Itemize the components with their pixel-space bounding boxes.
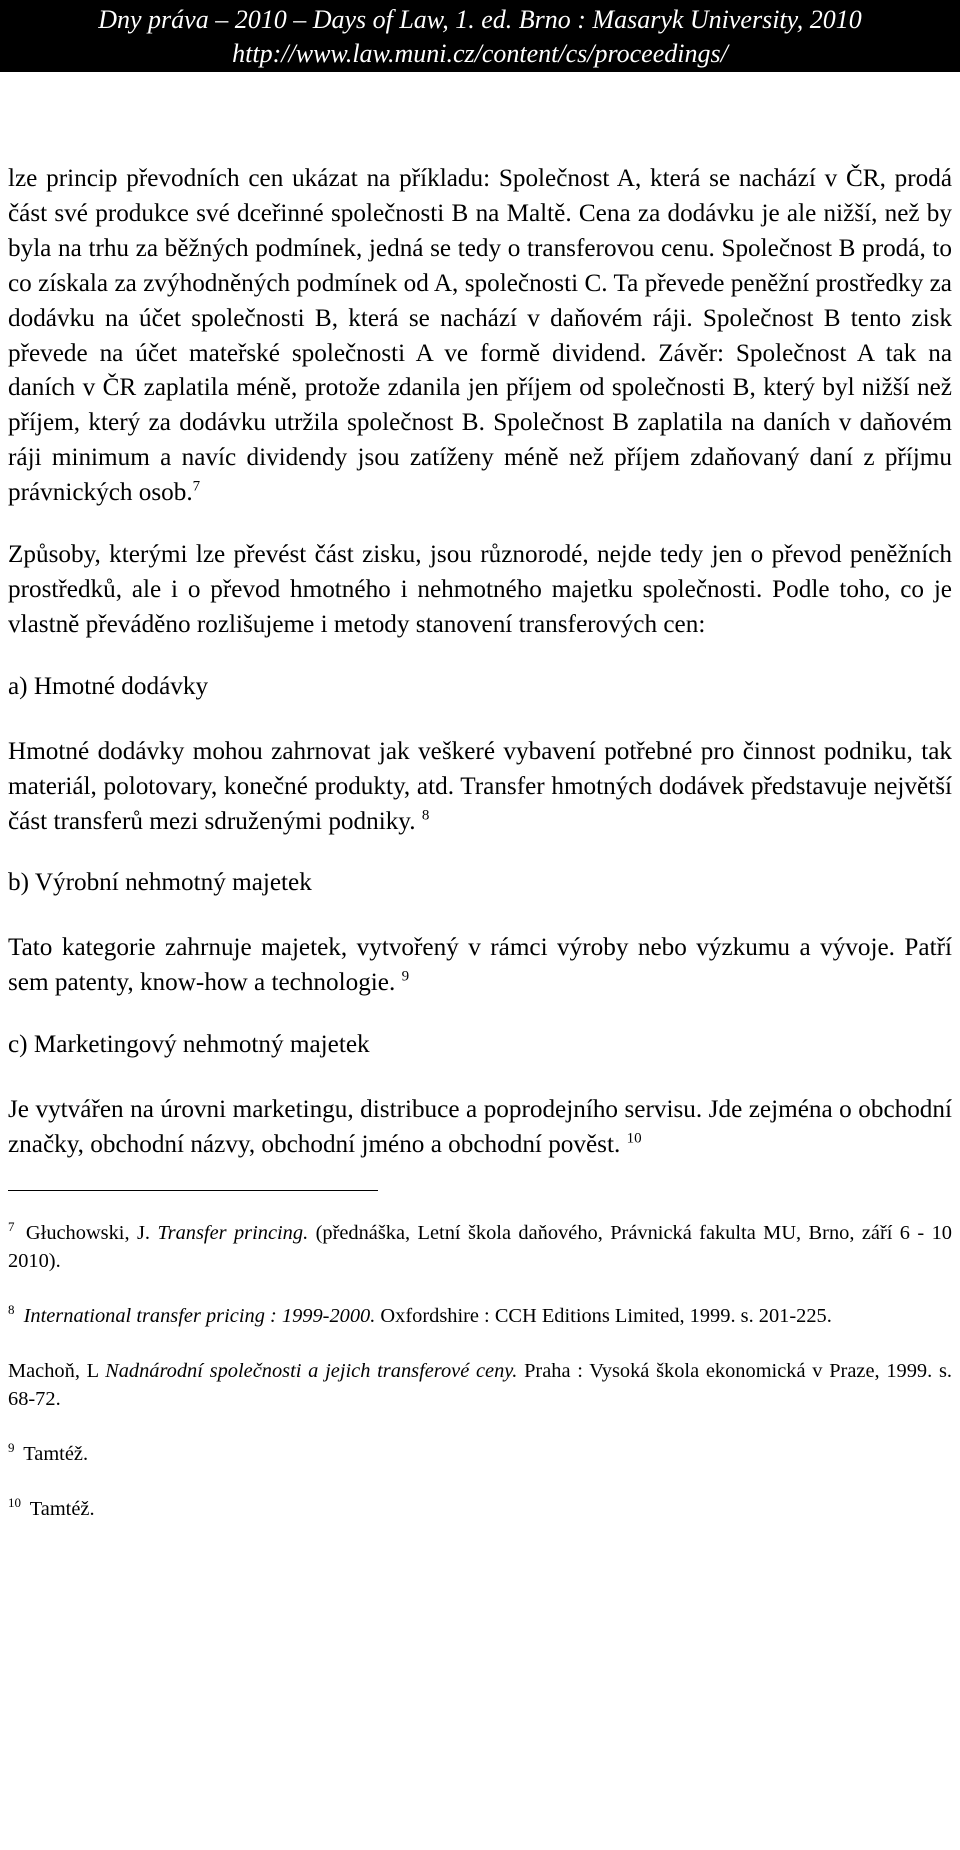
footnote-8: $^8$ International transfer pricing : 1999-2000. Oxfordshire : CCH Editions Limited, 1999. s. 201-225.	[8, 1302, 832, 1327]
footnote-number: 7	[8, 1219, 15, 1235]
footnote-number: 8	[8, 1302, 15, 1318]
footnote-ref-7[interactable]: 7	[192, 478, 201, 495]
paragraph-production-intangibles: Tato kategorie zahrnuje majetek, vytvořený v rámci výroby nebo výzkumu a vývoje. Patří sem patenty, know-how a technologie. $^9$	[8, 934, 952, 997]
footnote-ref-10[interactable]: 10	[626, 1130, 642, 1147]
header-url: http://www.law.muni.cz/content/cs/proceedings/	[232, 39, 728, 68]
footnote-number: 9	[8, 1440, 15, 1456]
footnote-8-continued: Machoň, L Nadnárodní společnosti a jejich transferové ceny. Praha : Vysoká škola ekonomická v Praze, 1999. s. 68-72.	[8, 1359, 952, 1410]
footnote-title: Transfer princing.	[157, 1221, 309, 1244]
footnote-10: $^{10}$ Tamtéž.	[8, 1495, 95, 1520]
footnote-7: $^7$ Głuchowski, J. Transfer princing. (přednáška, Letní škola daňového, Právnická fakulta MU, Brno, září 6 - 10 2010).	[8, 1219, 953, 1272]
footnote-title: International transfer pricing : 1999-2000.	[23, 1304, 376, 1327]
footnote-ref-8[interactable]: 8	[421, 807, 430, 824]
paragraph-marketing-intangibles: Je vytvářen na úrovni marketingu, distribuce a poprodejního servisu. Jde zejména o obchodní značky, obchodní názvy, obchodní jméno a obchodní pověst. $^{10}$	[8, 1096, 952, 1158]
heading-production-intangibles: b) Výrobní nehmotný majetek	[8, 869, 312, 897]
header-citation: Dny práva – 2010 – Days of Law, 1. ed. Brno : Masaryk University, 2010	[98, 5, 862, 34]
paragraph-methods: Způsoby, kterými lze převést část zisku, jsou různorodé, nejde tedy jen o převod peněžních prostředků, ale i o převod hmotného i nehmotného majetku společnosti. Podle toho, co je vlastně převáděno rozlišujeme i metody stanovení transferových cen:	[8, 541, 952, 638]
document-body	[8, 162, 952, 1550]
footnote-9: $^9$ Tamtéž.	[8, 1440, 89, 1465]
paragraph-tangible: Hmotné dodávky mohou zahrnovat jak veškeré vybavení potřebné pro činnost podniku, tak materiál, polotovary, konečné produkty, atd. Transfer hmotných dodávek představuje největší část transferů mezi sdruženými podniky. $^8$	[8, 737, 952, 835]
footnote-title: Nadnárodní společnosti a jejich transferové ceny.	[105, 1359, 518, 1382]
heading-tangible-deliveries: a) Hmotné dodávky	[8, 672, 209, 700]
footnote-number: 10	[8, 1495, 21, 1511]
paragraph-example: lze princip převodních cen ukázat na příkladu: Společnost A, která se nachází v ČR, prodá část své produkce své dceřinné společnosti B na Maltě. Cena za dodávku je ale nižší, než by byla na trhu za běžných podmínek, jedná se tedy o transferovou cenu. Společnost B prodá, to co získala za zvýhodněných podmínek od A, společnosti C. Ta převede peněžní prostředky za dodávku na účet společnosti B, která se nachází v daňovém ráji. Společnost B tento zisk převede na účet mateřské společnosti A ve formě dividend. Závěr: Společnost A tak na daních v ČR zaplatila méně, protože zdanila jen příjem od společnosti B, který byl nižší než příjem, který za dodávku utržila společnost B. Společnost B zaplatila na daních v daňovém ráji minimum a navíc dividendy jsou zatíženy méně než příjem zdaňovaný daní z příjmu právnických osob.$^7$	[8, 165, 952, 507]
footnote-separator	[8, 1190, 378, 1191]
heading-marketing-intangibles: c) Marketingový nehmotný majetek	[8, 1031, 370, 1059]
page-header	[0, 0, 960, 72]
footnote-ref-9[interactable]: 9	[401, 968, 410, 985]
